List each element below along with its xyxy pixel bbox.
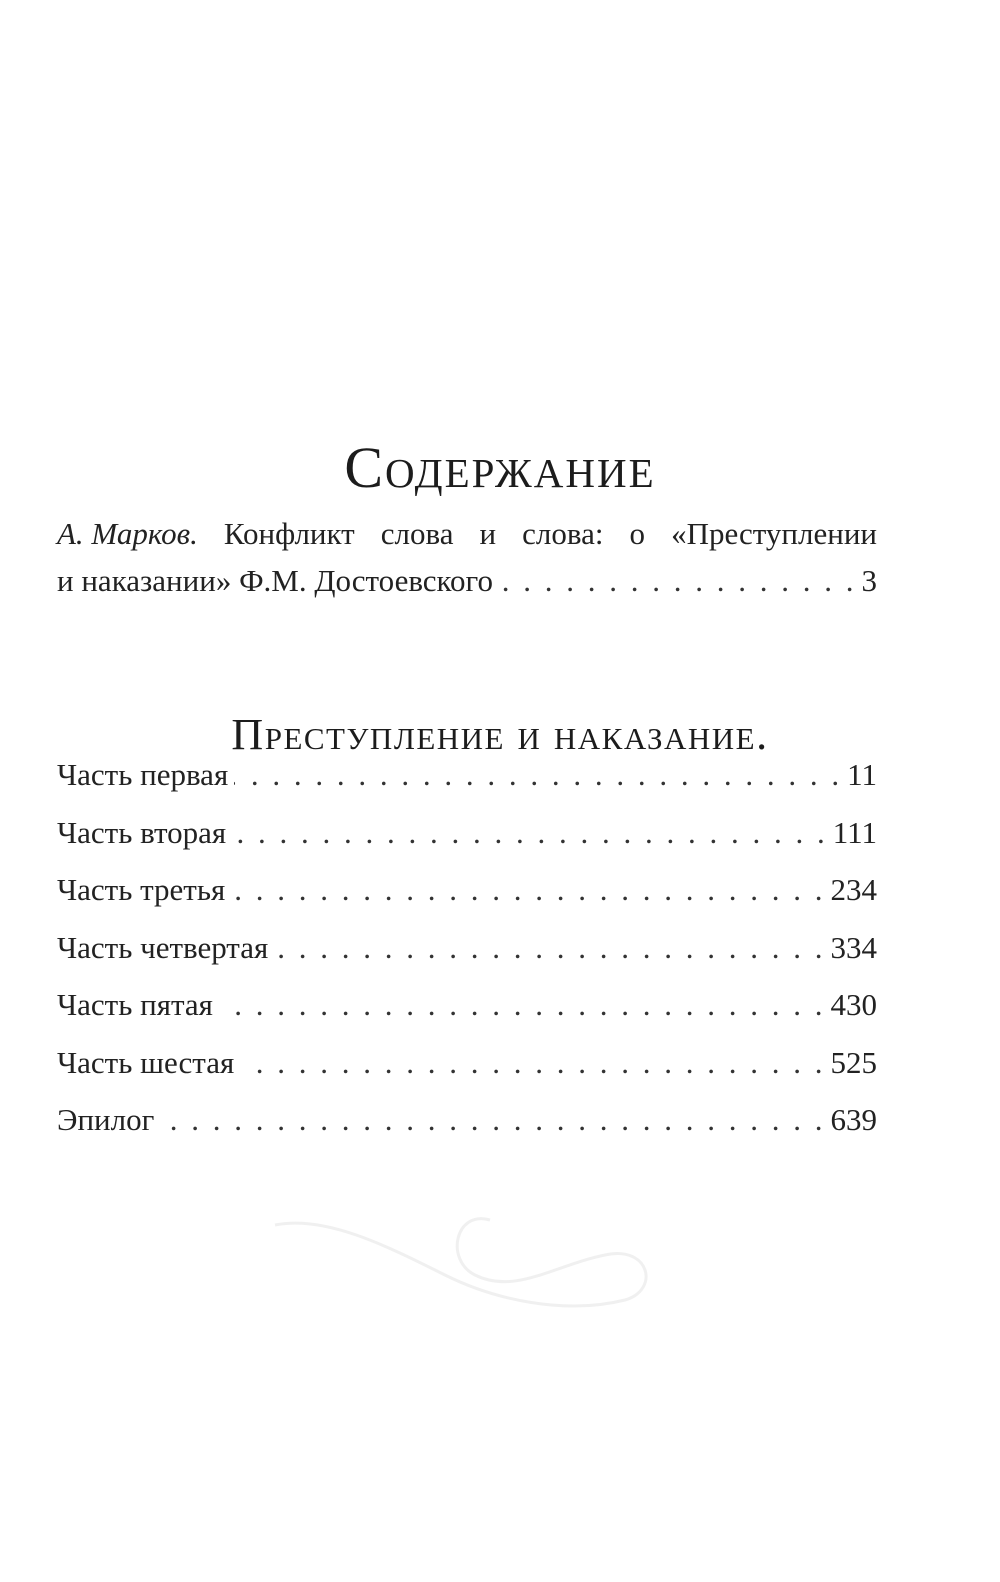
toc-entry-page: 525 (830, 1044, 877, 1080)
intro-title-word: «Преступлении (671, 516, 877, 551)
dot-leader (219, 987, 823, 1023)
toc-entry-label: Эпилог (57, 1102, 155, 1137)
dot-leader (232, 815, 825, 851)
toc-entry-label: Часть вторая (57, 814, 227, 850)
dot-leader (499, 557, 854, 604)
toc-entry-label: Часть пятая (57, 987, 213, 1022)
toc-entry-label: Часть первая (57, 757, 229, 792)
toc-entry-page: 111 (832, 814, 877, 850)
toc-entry[interactable] (57, 930, 877, 988)
dot-leader (240, 1045, 822, 1081)
dot-leader (160, 1102, 822, 1138)
dot-leader (231, 872, 822, 908)
toc-entry[interactable] (57, 757, 877, 815)
swirl-ornament-icon (265, 1205, 665, 1325)
intro-title-line-2: и наказании» Ф.М. Достоевского (57, 563, 493, 598)
intro-title-word: Конфликт (223, 516, 355, 551)
toc-entry[interactable] (57, 872, 877, 930)
intro-page-number: 3 (861, 563, 877, 598)
toc-entry-page: 11 (847, 757, 877, 792)
toc-entry[interactable] (57, 987, 877, 1045)
toc-entry-page: 334 (830, 929, 877, 965)
toc-entry-page: 430 (830, 987, 877, 1022)
toc-entry-label: Часть третья (57, 872, 226, 907)
intro-title-word: слова: (522, 516, 604, 551)
page-title: Содержание (344, 434, 656, 500)
dot-leader (274, 930, 822, 966)
toc-entry-page: 234 (830, 872, 877, 907)
intro-article-entry[interactable] (57, 510, 877, 604)
toc-entry-label: Часть четвертая (57, 929, 269, 965)
toc-entry-page: 639 (830, 1102, 877, 1137)
intro-title-word: и (479, 516, 497, 551)
intro-line-2 (57, 557, 877, 604)
toc-entry[interactable] (57, 1045, 877, 1103)
toc-list (57, 757, 877, 1160)
section-title: Преступление и наказание. (231, 709, 769, 759)
intro-author: А. Марков. (57, 516, 198, 551)
toc-entry[interactable] (57, 1102, 877, 1160)
toc-entry-label: Часть шестая (57, 1044, 235, 1080)
intro-title-word: слова (380, 516, 454, 551)
toc-entry[interactable] (57, 815, 877, 873)
dot-leader (234, 757, 839, 793)
intro-line-1 (57, 510, 877, 557)
intro-title-word: о (629, 516, 646, 551)
